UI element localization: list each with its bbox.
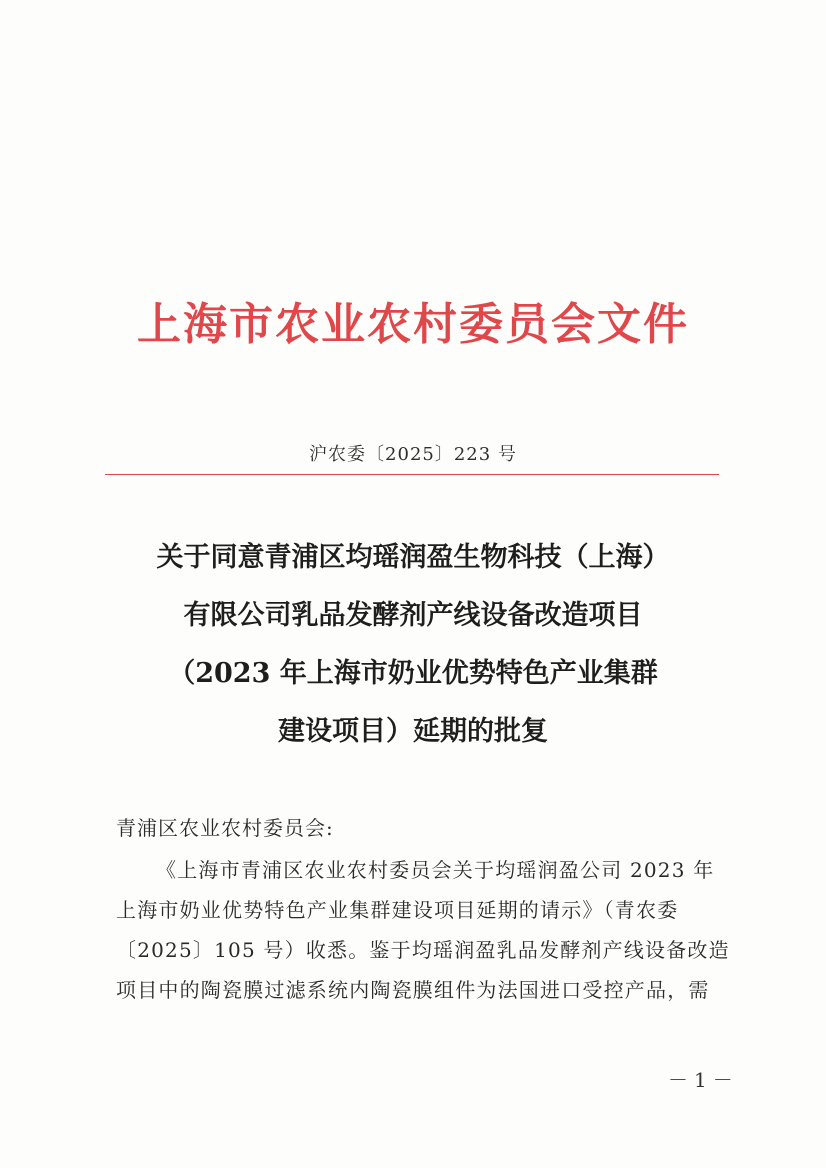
red-divider-line: [105, 474, 719, 475]
title-line: 建设项目）延期的批复: [278, 716, 548, 747]
document-title: [0, 529, 826, 761]
document-number: 沪农委〔2025〕223 号: [309, 444, 517, 465]
body-line: 《上海市青浦区农业农村委员会关于均瑶润盈公司 2023 年: [156, 858, 715, 882]
body-line: 项目中的陶瓷膜过滤系统内陶瓷膜组件为法国进口受控产品，需: [116, 978, 710, 1002]
title-line: 有限公司乳品发酵剂产线设备改造项目: [183, 600, 643, 631]
body-paragraph: [116, 850, 730, 1010]
addressee: 青浦区农业农村委员会:: [116, 816, 334, 840]
title-line: 关于同意青浦区均瑶润盈生物科技（上海）: [156, 542, 670, 573]
document-header-title: 上海市农业农村委员会文件: [137, 299, 689, 350]
page-number: －1－: [668, 1068, 739, 1092]
body-line: 〔2025〕105 号）收悉。鉴于均瑶润盈乳品发酵剂产线设备改造: [116, 938, 730, 962]
title-line: （2023 年上海市奶业优势特色产业集群: [168, 658, 658, 689]
body-line: 上海市奶业优势特色产业集群建设项目延期的请示》（青农委: [116, 898, 679, 922]
